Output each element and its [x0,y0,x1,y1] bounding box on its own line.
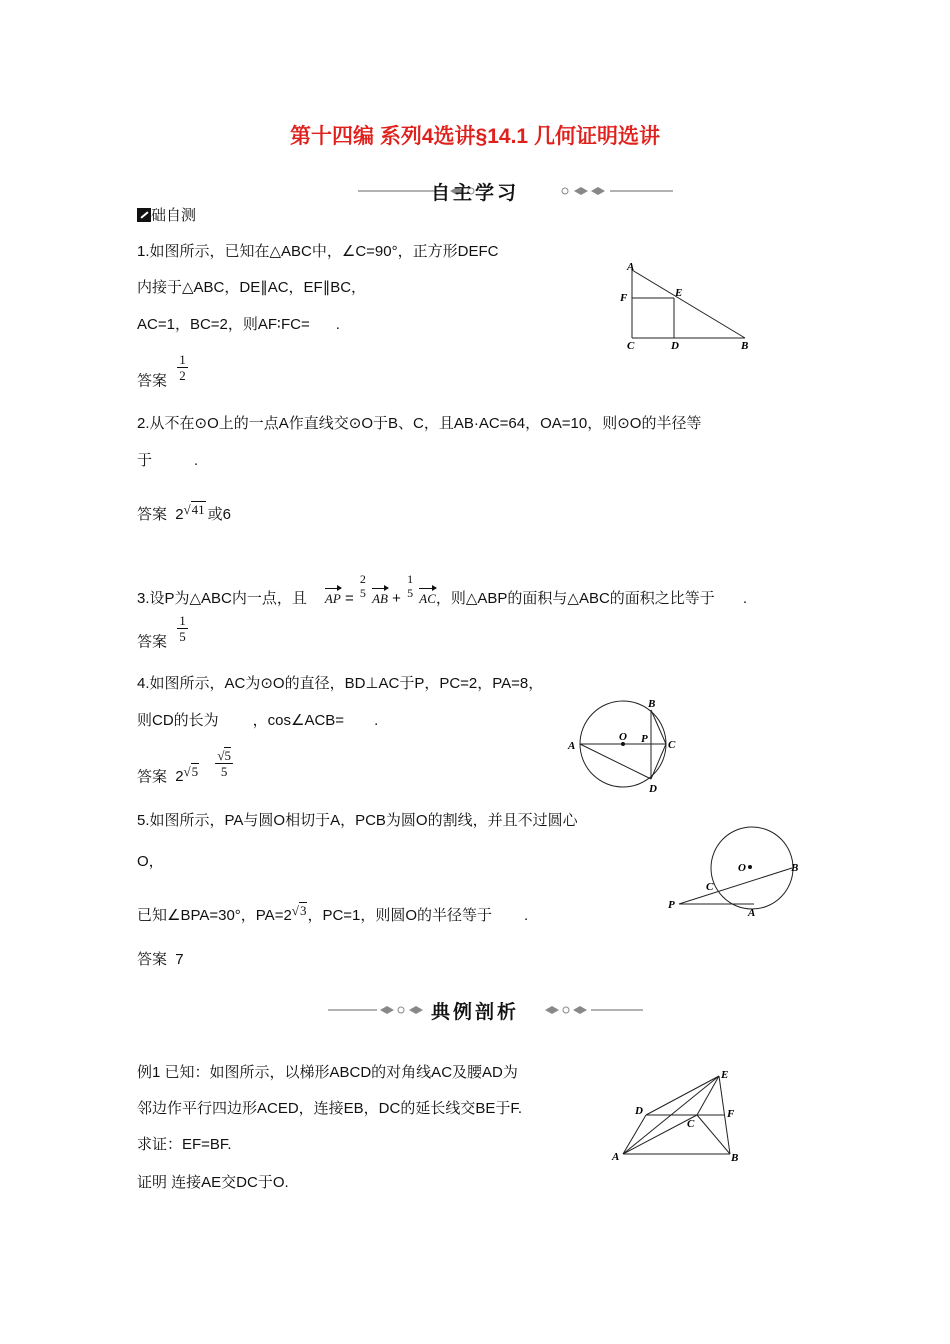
q5-line2: O， [137,853,164,870]
vector-ac: AC [419,591,436,606]
q4-answer-fraction: $\frac{√5}{5}$ [217,748,231,779]
q4-label-d: D [649,783,657,795]
q3-answer: 答案 $\frac{1}{5}$ [137,613,186,651]
ex1-line4: 证明 连接AE交DC于O. [137,1174,289,1191]
q5-line1: 5.如图所示，PA与圆O相切于A，PCB为圆O的割线，并且不过圆心 [137,812,578,829]
q1-answer: 答案 $\frac{1}{2}$ [137,352,186,390]
q4-answer-sqrt: √5 [183,764,199,780]
q5-line3: 已知∠BPA=30°，PA=2√3，PC=1，则圆O的半径等于 . [137,903,529,924]
q1-answer-fraction: $\frac{1}{2}$ [179,352,186,383]
q4-label-b: B [648,698,656,710]
ex1-label-a: A [612,1151,620,1163]
q2-line1: 2.从不在⊙O上的一点A作直线交⊙O于B、C，且AB·AC=64，OA=10，则⊙O的半径等 [137,415,702,432]
q3-coef1: 2 5 [359,572,366,600]
q1-line1: 1.如图所示，已知在△ABC中，∠C=90°，正方形DEFC [137,243,499,260]
q4-label-p: P [641,733,648,745]
ex1-label-d: D [635,1105,643,1117]
q5-answer: 答案 7 [137,951,184,968]
q1-label-e: E [675,287,683,299]
vector-ap: AP [324,591,341,606]
q4-line2: 则CD的长为 ，cos∠ACB= . [137,712,379,729]
ex1-line3: 求证：EF=BF. [137,1136,232,1153]
q3-line: 3.设P为△ABC内一点，且 AP = 2 5 AB + 1 5 AC，则△ABP的面积与△ABC的面积之比等于 . [137,572,747,607]
q1-label-f: F [620,292,628,304]
q5-label-a: A [748,907,756,919]
ex1-label-f: F [727,1108,735,1120]
q4-label-a: A [568,740,576,752]
q3-answer-fraction: $\frac{1}{5}$ [179,613,186,644]
q1-label-c: C [627,340,635,352]
q3-coef2: 1 5 [407,572,414,600]
q2-answer-sqrt: √41 [183,502,205,517]
section-heading-dianli: 典例剖析 [430,1002,519,1023]
q5-label-p: P [668,899,675,911]
q1-line3: AC=1，BC=2，则AF∶FC= . [137,316,340,333]
q4-line1: 4.如图所示，AC为⊙O的直径，BD⊥AC于P，PC=2，PA=8， [137,675,544,692]
q2-line2: 于 . [137,452,199,469]
q4-answer: 答案 2√5 $\frac{√5}{5}$ [137,748,231,786]
q5-label-c: C [706,881,714,893]
section-heading-zizhu: 自主学习 [430,183,519,204]
q5-figure [662,822,807,922]
q1-label-d: D [671,340,679,352]
ex1-label-b: B [731,1152,739,1164]
q5-label-o: O [738,862,746,874]
q1-line2: 内接于△ABC，DE∥AC，EF∥BC， [137,279,367,296]
q4-label-c: C [668,739,676,751]
q1-label-a: A [627,261,635,273]
ex1-label-e: E [721,1069,729,1081]
ex1-label-c: C [687,1118,695,1130]
q1-label-b: B [741,340,749,352]
q5-sqrt: √3 [291,903,307,918]
subsection-label: 础自测 [137,204,196,225]
page-title: 第十四编 系列4选讲§14.1 几何证明选讲 [290,125,660,148]
ex1-figure [606,1064,756,1168]
ex1-line1: 例1 已知：如图所示，以梯形ABCD的对角线AC及腰AD为 [137,1064,518,1081]
q1-figure [615,260,760,352]
vector-ab: AB [372,591,388,606]
q5-label-b: B [791,862,799,874]
pencil-icon [137,208,151,222]
q4-label-o: O [619,731,627,743]
ex1-line2: 邻边作平行四边形ACED，连接EB，DC的延长线交BE于F. [137,1100,523,1117]
q2-answer: 答案 2√41 或6 [137,502,232,523]
q4-figure [565,692,690,798]
